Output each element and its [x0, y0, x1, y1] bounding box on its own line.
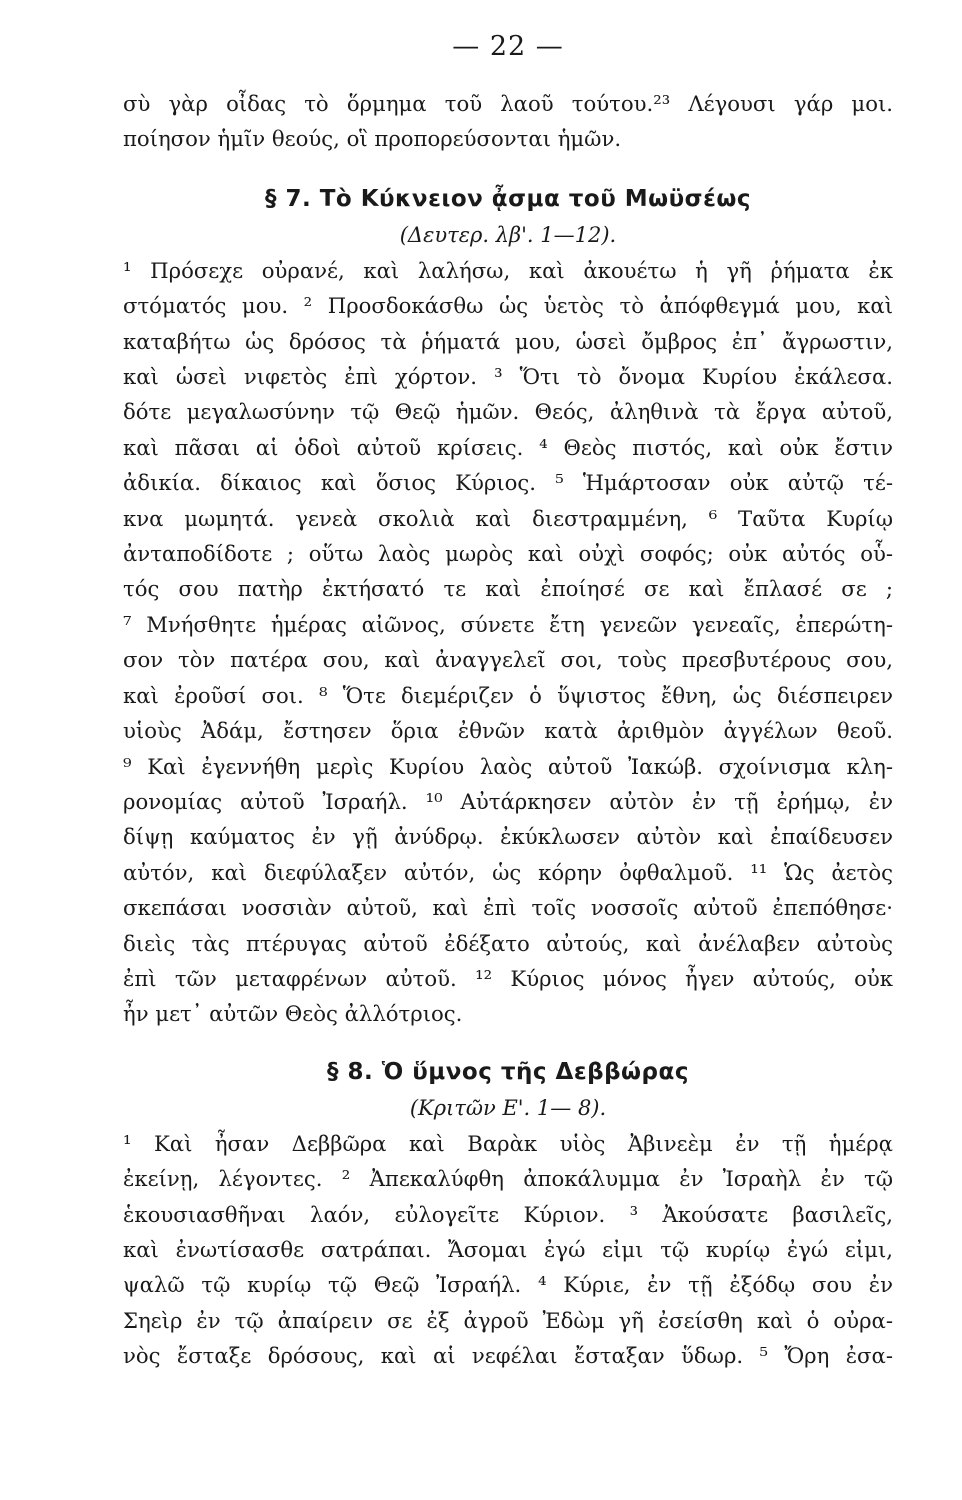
text-line: στόματός μου. ² Προσδοκάσθω ὡς ὑετὸς τὸ ἀπόφθεγμά μου, καὶ	[123, 293, 893, 319]
text-line: τός σου πατὴρ ἐκτήσατό τε καὶ ἐποίησέ σε καὶ ἔπλασέ σε ;	[123, 576, 893, 602]
text-line: Σηεὶρ ἐν τῷ ἀπαίρειν σε ἐξ ἀγροῦ Ἐδὼμ γῆ ἐσείσθη καὶ ὁ οὐρα-	[123, 1307, 893, 1333]
text-line: δότε μεγαλωσύνην τῷ Θεῷ ἡμῶν. Θεός, ἀληθινὰ τὰ ἔργα αὐτοῦ,	[123, 399, 893, 425]
text-line: ἐκείνῃ, λέγοντες. ² Ἀπεκαλύφθη ἀποκάλυμμα ἐν Ἰσραὴλ ἐν τῷ	[123, 1166, 893, 1192]
text-line: καὶ πᾶσαι αἱ ὁδοὶ αὐτοῦ κρίσεις. ⁴ Θεὸς πιστός, καὶ οὐκ ἔστιν	[123, 434, 893, 460]
text-line: ⁷ Μνήσθητε ἡμέρας αἰῶνος, σύνετε ἔτη γενεῶν γενεαῖς, ἐπερώτη-	[123, 611, 893, 637]
text-line: ¹ Καὶ ἦσαν Δεββῶρα καὶ Βαρὰκ υἱὸς Ἀβινεὲμ ἐν τῇ ἡμέρᾳ	[123, 1130, 893, 1156]
text-line: καὶ ἐνωτίσασθε σατράπαι. Ἄσομαι ἐγώ εἰμι τῷ κυρίῳ ἐγώ εἰμι,	[123, 1236, 893, 1262]
intro-paragraph	[123, 86, 893, 157]
section-7-reference: (Δευτερ. λβ'. 1—12).	[399, 222, 617, 247]
text-line: αὐτόν, καὶ διεφύλαξεν αὐτόν, ὡς κόρην ὀφθαλμοῦ. ¹¹ Ὡς ἀετὸς	[123, 859, 893, 885]
text-line: δίψῃ καύματος ἐν γῇ ἀνύδρῳ. ἐκύκλωσεν αὐτὸν καὶ ἐπαίδευσεν	[123, 824, 893, 850]
section-7-paragraph	[123, 253, 893, 1032]
text-line: σὺ γὰρ οἶδας τὸ ὅρμημα τοῦ λαοῦ τούτου.²³ Λέγουσι γάρ μοι.	[123, 91, 893, 116]
text-line: υἱοὺς Ἀδάμ, ἔστησεν ὅρια ἐθνῶν κατὰ ἀριθμὸν ἀγγέλων θεοῦ.	[123, 718, 893, 744]
text-line: καταβήτω ὡς δρόσος τὰ ῥήματά μου, ὡσεὶ ὄμβρος ἐπ᾿ ἄγρωστιν,	[123, 328, 893, 354]
section-8-heading: § 8. Ὁ ὕμνος τῆς Δεββώρας	[327, 1058, 689, 1085]
section-8-reference: (Κριτῶν Ε'. 1— 8).	[409, 1095, 607, 1120]
text-line: ἀνταποδίδοτε ; οὕτω λαὸς μωρὸς καὶ οὐχὶ σοφός; οὐκ αὐτός οὗ-	[123, 541, 893, 567]
section-7-heading: § 7. Τὸ Κύκνειον ᾆσμα τοῦ Μωϋσέως	[264, 185, 752, 212]
text-line: καὶ ἐροῦσί σοι. ⁸ Ὅτε διεμέριζεν ὁ ὕψιστος ἔθνη, ὡς διέσπειρεν	[123, 682, 893, 708]
text-line: ἑκουσιασθῆναι λαόν, εὐλογεῖτε Κύριον. ³ Ἀκούσατε βασιλεῖς,	[123, 1201, 893, 1227]
text-line: ρονομίας αὐτοῦ Ἰσραήλ. ¹⁰ Αὐτάρκησεν αὐτὸν ἐν τῇ ἐρήμῳ, ἐν	[123, 788, 893, 814]
text-line: διεὶς τὰς πτέρυγας αὐτοῦ ἐδέξατο αὐτούς, καὶ ἀνέλαβεν αὐτοὺς	[123, 930, 893, 956]
text-line: καὶ ὡσεὶ νιφετὸς ἐπὶ χόρτον. ³ Ὅτι τὸ ὄνομα Κυρίου ἐκάλεσα.	[123, 364, 893, 390]
text-line: σκεπάσαι νοσσιὰν αὐτοῦ, καὶ ἐπὶ τοῖς νοσσοῖς αὐτοῦ ἐπεπόθησε·	[123, 895, 893, 921]
text-line: ψαλῶ τῷ κυρίῳ τῷ Θεῷ Ἰσραήλ. ⁴ Κύριε, ἐν τῇ ἐξόδῳ σου ἐν	[123, 1272, 893, 1298]
text-line: σον τὸν πατέρα σου, καὶ ἀναγγελεῖ σοι, τοὺς πρεσβυτέρους σου,	[123, 647, 893, 673]
text-line: ποίησον ἡμῖν θεούς, οἳ προπορεύσονται ἡμῶν.	[123, 126, 622, 152]
text-line: νὸς ἔσταξε δρόσους, καὶ αἱ νεφέλαι ἔσταξαν ὕδωρ. ⁵ Ὄρη ἐσα-	[123, 1343, 893, 1369]
section-8-paragraph	[123, 1126, 893, 1374]
book-page	[123, 28, 893, 1468]
text-line: ⁹ Καὶ ἐγεννήθη μερὶς Κυρίου λαὸς αὐτοῦ Ἰακώβ. σχοίνισμα κλη-	[123, 753, 893, 779]
page-number: — 22 —	[452, 31, 564, 62]
text-line: κνα μωμητά. γενεὰ σκολιὰ καὶ διεστραμμένη, ⁶ Ταῦτα Κυρίῳ	[123, 505, 893, 531]
text-line: ἀδικία. δίκαιος καὶ ὅσιος Κύριος. ⁵ Ἡμάρτοσαν οὐκ αὐτῷ τέ-	[123, 470, 893, 496]
text-line: ¹ Πρόσεχε οὐρανέ, καὶ λαλήσω, καὶ ἀκουέτω ἡ γῆ ῥήματα ἐκ	[123, 257, 893, 283]
text-line: ἦν μετ᾿ αὐτῶν Θεὸς ἀλλότριος.	[123, 1001, 463, 1027]
text-line: ἐπὶ τῶν μεταφρένων αὐτοῦ. ¹² Κύριος μόνος ἦγεν αὐτούς, οὐκ	[123, 965, 893, 991]
